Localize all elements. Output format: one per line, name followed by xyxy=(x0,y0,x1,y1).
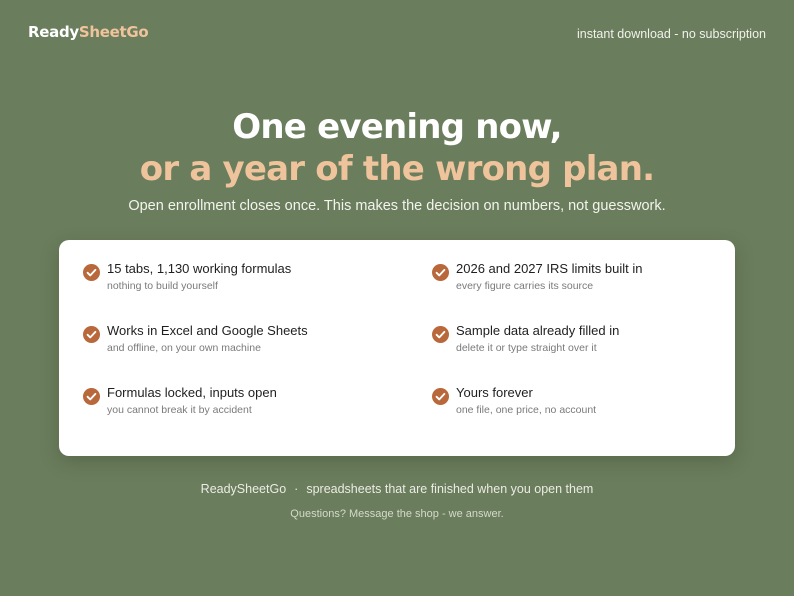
footer-question: Questions? Message the shop - we answer. xyxy=(290,508,504,520)
footer-brand: ReadySheetGo xyxy=(200,482,287,496)
features-card xyxy=(59,240,735,456)
logo-text-ready: Ready xyxy=(28,23,79,41)
feature-subtitle: and offline, on your own machine xyxy=(107,342,261,354)
check-circle-icon xyxy=(432,326,449,343)
feature-title: 15 tabs, 1,130 working formulas xyxy=(107,261,292,276)
feature-subtitle: you cannot break it by accident xyxy=(107,404,252,416)
feature-title: Formulas locked, inputs open xyxy=(107,385,277,400)
check-circle-icon xyxy=(83,326,100,343)
check-circle-icon xyxy=(83,264,100,281)
check-circle-icon xyxy=(83,388,100,405)
feature-title: Works in Excel and Google Sheets xyxy=(107,323,308,338)
feature-subtitle: nothing to build yourself xyxy=(107,280,218,292)
feature-title: 2026 and 2027 IRS limits built in xyxy=(456,261,643,276)
feature-subtitle: delete it or type straight over it xyxy=(456,342,597,354)
feature-title: Sample data already filled in xyxy=(456,323,620,338)
logo[interactable] xyxy=(28,23,148,41)
footer-line xyxy=(0,482,794,496)
check-circle-icon xyxy=(432,388,449,405)
feature-subtitle: every figure carries its source xyxy=(456,280,594,292)
top-bar xyxy=(0,0,794,66)
footer xyxy=(0,482,794,520)
hero-section xyxy=(0,106,794,214)
feature-subtitle: one file, one price, no account xyxy=(456,404,597,416)
footer-separator: · xyxy=(294,482,299,496)
check-circle-icon xyxy=(432,264,449,281)
headline-line-2: or a year of the wrong plan. xyxy=(139,149,655,189)
subheadline: Open enrollment closes once. This makes the decision on numbers, not guesswork. xyxy=(128,198,666,214)
feature-title: Yours forever xyxy=(456,385,533,400)
header-tagline: instant download - no subscription xyxy=(576,27,766,41)
footer-slogan: spreadsheets that are finished when you open them xyxy=(306,482,594,496)
logo-text-sheetgo: SheetGo xyxy=(78,23,149,41)
headline xyxy=(0,106,794,190)
headline-line-1: One evening now, xyxy=(232,107,562,147)
